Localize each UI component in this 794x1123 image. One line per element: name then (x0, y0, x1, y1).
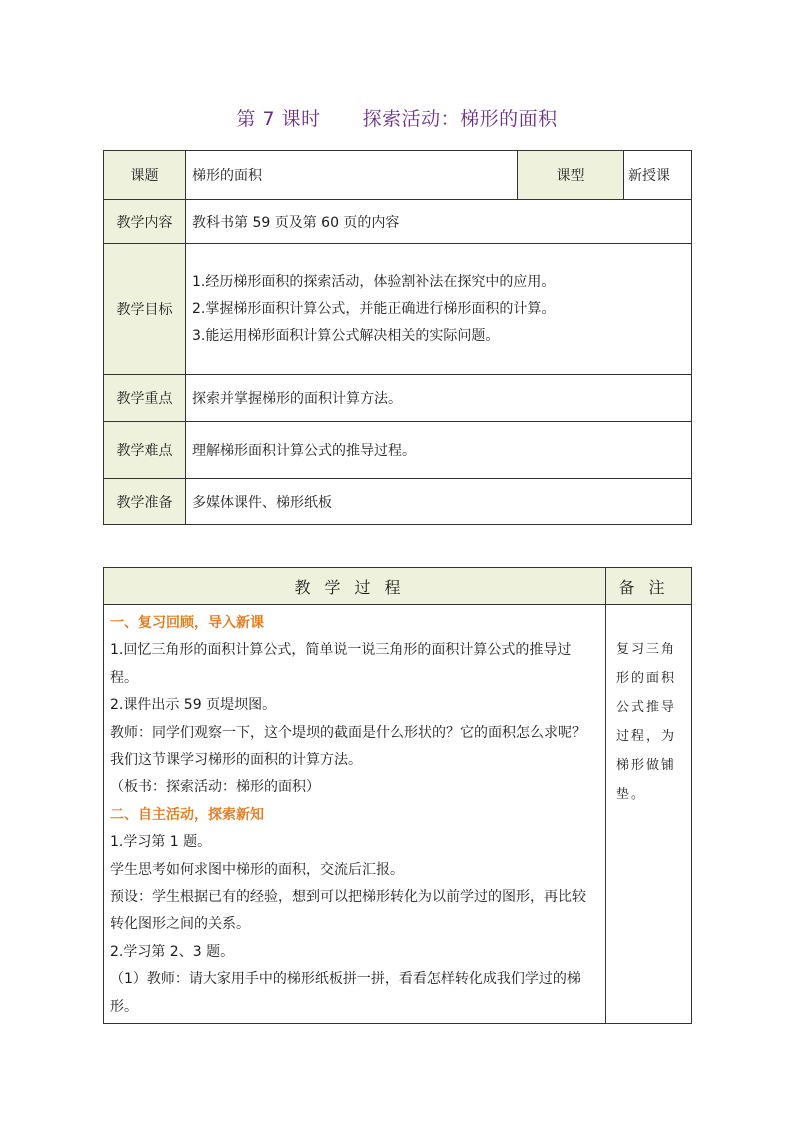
process-line: 2.学习第 2、3 题。 (110, 943, 235, 960)
process-line: 2.课件出示 59 页堤坝图。 (110, 697, 277, 714)
process-line: 1.回忆三角形的面积计算公式，简单说一说三角形的面积计算公式的推导过程。 (110, 642, 572, 686)
type-label: 课型 (518, 151, 624, 200)
process-line: （板书：探索活动：梯形的面积） (110, 779, 320, 796)
page-title (0, 104, 794, 131)
goals-cell (186, 244, 692, 375)
goal-item: 2.掌握梯形面积计算公式，并能正确进行梯形面积的计算。 (192, 300, 556, 317)
topic-value: 梯形的面积 (186, 151, 518, 200)
lesson-number: 第 7 课时 (236, 108, 321, 130)
section-heading: 一、复习回顾，导入新课 (110, 615, 264, 631)
prep-label: 教学准备 (104, 479, 186, 525)
process-line: 教师：同学们观察一下，这个堤坝的截面是什么形状的？它的面积怎么求呢？我们这节课学习梯形的面积的计算方法。 (110, 724, 586, 769)
difficulty-label: 教学难点 (104, 422, 186, 479)
section-heading: 二、自主活动，探索新知 (110, 806, 264, 823)
content-value: 教科书第 59 页及第 60 页的内容 (186, 200, 692, 244)
teaching-process-table (103, 567, 692, 1024)
notes-content: 复习三角形的面积公式推导过程，为梯形做铺垫。 (606, 605, 692, 1024)
process-line: 学生思考如何求图中梯形的面积，交流后汇报。 (110, 861, 404, 878)
key-label: 教学重点 (104, 375, 186, 422)
lesson-info-table (103, 150, 692, 525)
notes-header: 备注 (606, 568, 692, 605)
topic-label: 课题 (104, 151, 186, 200)
goals-label: 教学目标 (104, 244, 186, 375)
goal-item: 3.能运用梯形面积计算公式解决相关的实际问题。 (192, 327, 500, 344)
process-line: 1.学习第 1 题。 (110, 834, 212, 851)
process-line: 预设：学生根据已有的经验，想到可以把梯形转化为以前学过的图形，再比较转化图形之间的关系。 (110, 889, 586, 933)
lesson-topic: 探索活动：梯形的面积 (362, 108, 558, 130)
process-line: （1）教师：请大家用手中的梯形纸板拼一拼，看看怎样转化成我们学过的梯形。 (110, 971, 581, 1015)
key-value: 探索并掌握梯形的面积计算方法。 (186, 375, 692, 422)
prep-value: 多媒体课件、梯形纸板 (186, 479, 692, 525)
process-header: 教学过程 (104, 568, 606, 605)
type-value: 新授课 (624, 151, 692, 200)
process-content (104, 605, 606, 1024)
content-label: 教学内容 (104, 200, 186, 244)
difficulty-value: 理解梯形面积计算公式的推导过程。 (186, 422, 692, 479)
goal-item: 1.经历梯形面积的探索活动，体验割补法在探究中的应用。 (192, 273, 556, 290)
